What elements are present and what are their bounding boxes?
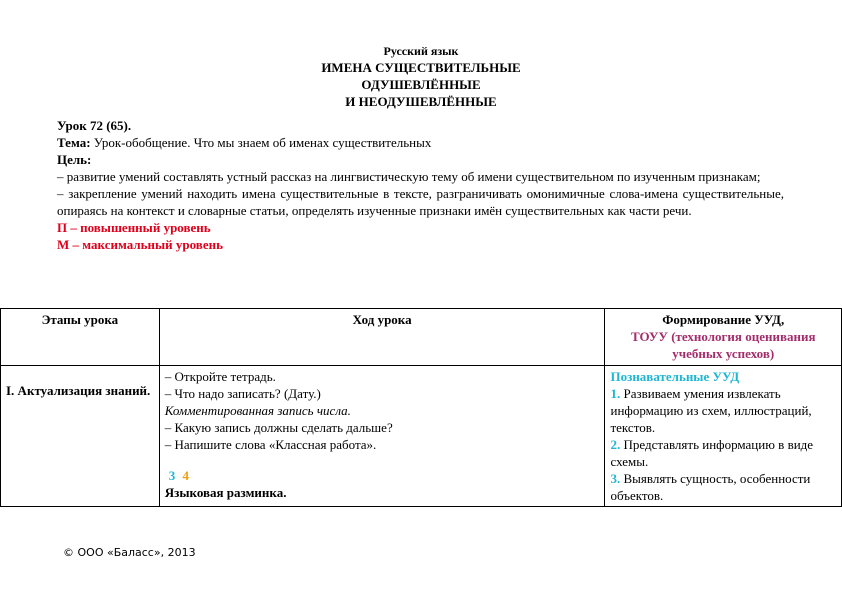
page-header: [0, 43, 842, 110]
copyright-footer: © ООО «Баласс», 2013: [63, 546, 196, 559]
topic-title-line-3: И НЕОДУШЕВЛЁННЫЕ: [345, 94, 497, 109]
uud-item-1: [610, 385, 836, 436]
header-stages: Этапы урока: [1, 309, 160, 366]
uud-item-3-number: 3.: [610, 471, 621, 486]
subject-title: Русский язык: [383, 44, 459, 58]
mark-3: 3: [168, 468, 176, 483]
lesson-topic: [57, 134, 784, 151]
uud-item-2-number: 2.: [610, 437, 621, 452]
lesson-number: Урок 72 (65).: [57, 118, 132, 133]
uud-subtitle: ТОУУ (технология оценивания учебных успехов): [630, 329, 816, 361]
level-maximum: М – максимальный уровень: [57, 237, 223, 252]
topic-title-line-1: ИМЕНА СУЩЕСТВИТЕЛЬНЫЕ: [321, 60, 521, 75]
header-uud: [605, 309, 842, 366]
mark-4: 4: [182, 468, 189, 483]
uud-cell: [605, 366, 842, 507]
goal-label: Цель:: [57, 152, 92, 167]
uud-title: Формирование УУД,: [662, 312, 785, 327]
uud-item-1-number: 1.: [610, 386, 621, 401]
stage-name: I. Актуализация знаний.: [6, 383, 151, 398]
header-course: Ход урока: [159, 309, 605, 366]
uud-heading: Познавательные УУД: [610, 369, 740, 384]
course-line-2: – Что надо записать? (Дату.): [164, 386, 321, 401]
uud-item-2-text: Представлять информацию в виде схемы.: [610, 437, 814, 469]
uud-item-3: [610, 470, 836, 504]
lesson-table: [0, 308, 842, 507]
goal-item-2: – закрепление умений находить имена существительные в тексте, разграничивать омонимичные слова-имена существительные, опираясь на контекст и словарные статьи, определять изученные признаки имён существительных как части речи.: [57, 186, 784, 218]
goal-item-1: – развитие умений составлять устный рассказ на лингвистическую тему об имени существительном по изученным признакам;: [57, 169, 761, 184]
uud-item-2: [610, 436, 836, 470]
table-header-row: [1, 309, 842, 366]
topic-title-line-2: ОДУШЕВЛЁННЫЕ: [361, 77, 481, 92]
table-row: [1, 366, 842, 507]
level-marks: [165, 453, 600, 484]
course-line-3: Комментированная запись числа.: [164, 403, 351, 418]
course-line-1: – Откройте тетрадь.: [164, 369, 276, 384]
uud-item-3-text: Выявлять сущность, особенности объектов.: [610, 471, 811, 503]
lesson-meta: [57, 117, 784, 253]
warmup-label: Языковая разминка.: [164, 485, 287, 500]
level-advanced: П – повышенный уровень: [57, 220, 211, 235]
topic-text: Урок-обобщение. Что мы знаем об именах существительных: [93, 135, 432, 150]
course-line-4: – Какую запись должны сделать дальше?: [164, 420, 393, 435]
course-line-5: – Напишите слова «Классная работа».: [164, 437, 377, 452]
course-cell: [159, 366, 605, 507]
uud-item-1-text: Развиваем умения извлекать информацию из схем, иллюстраций, текстов.: [610, 386, 812, 435]
stage-cell: [1, 366, 160, 507]
topic-label: Тема:: [57, 135, 91, 150]
